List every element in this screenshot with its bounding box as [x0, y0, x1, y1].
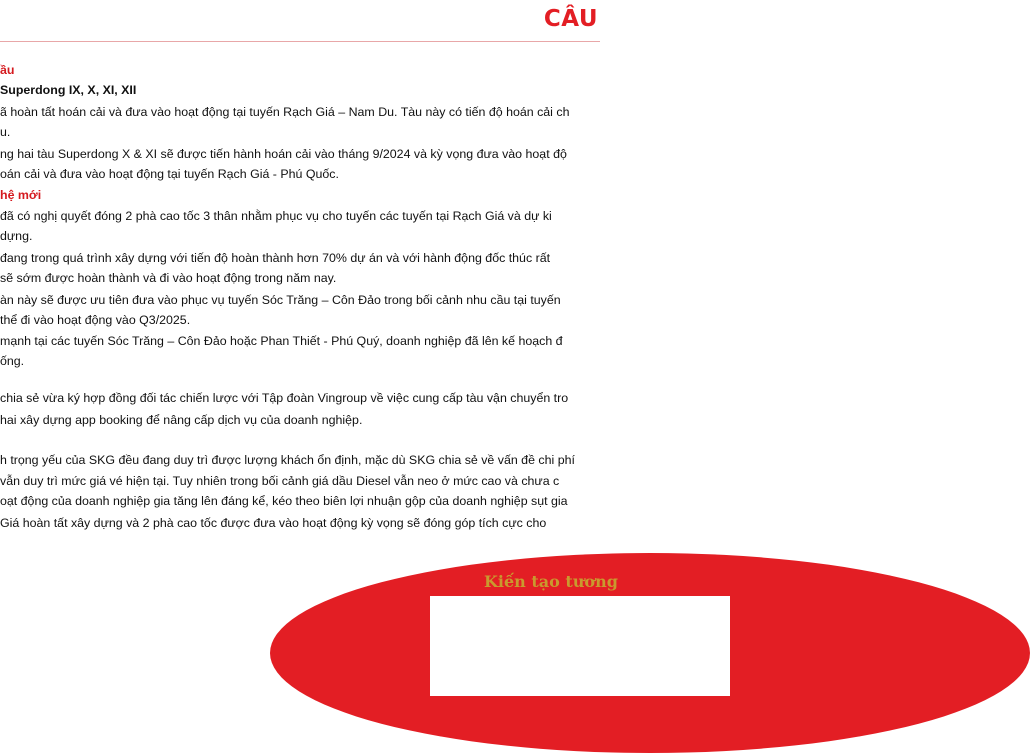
- footer: [0, 0, 618, 600]
- body-text-line: Giá hoàn tất xây dựng và 2 phà cao tốc được đưa vào hoạt động kỳ vọng sẽ đóng góp tích cực cho: [0, 516, 547, 530]
- body-text-line: ng hai tàu Superdong X & XI sẽ được tiến hành hoán cải vào tháng 9/2024 và kỳ vọng đưa vào hoạt độ: [0, 147, 567, 161]
- body-text-line: dựng.: [0, 229, 33, 243]
- slide: [0, 0, 618, 600]
- page-title: CÂU: [543, 6, 598, 32]
- body-text-line: ống.: [0, 354, 25, 368]
- section-heading: hệ mới: [0, 188, 42, 202]
- body-text-line: ã hoàn tất hoán cải và đưa vào hoạt động tại tuyến Rạch Giá – Nam Du. Tàu này có tiến độ hoán cải ch: [0, 105, 570, 119]
- body-text-line: sẽ sớm được hoàn thành và đi vào hoạt động trong năm nay.: [0, 271, 337, 285]
- section-heading: ầu: [0, 63, 15, 77]
- body-text-line: u.: [0, 125, 11, 139]
- sub-heading: Superdong IX, X, XI, XII: [0, 83, 137, 97]
- body-text-line: thể đi vào hoạt động vào Q3/2025.: [0, 313, 191, 327]
- body-text-line: chia sẻ vừa ký hợp đồng đối tác chiến lược với Tập đoàn Vingroup về việc cung cấp tàu vận chuyển tro: [0, 391, 569, 405]
- body-text-line: đang trong quá trình xây dựng với tiến độ hoàn thành hơn 70% dự án và với hành động đốc thúc rất: [0, 251, 551, 265]
- body-text-line: vẫn duy trì mức giá vé hiện tại. Tuy nhiên trong bối cảnh giá dầu Diesel vẫn neo ở mức cao và chưa c: [0, 474, 560, 488]
- body-text-line: hai xây dựng app booking để nâng cấp dịch vụ của doanh nghiệp.: [0, 413, 363, 427]
- footer-slogan: Kiến tạo tương: [484, 572, 618, 591]
- body-text-line: h trọng yếu của SKG đều đang duy trì được lượng khách ổn định, mặc dù SKG chia sẻ về vấn đề chi phí: [0, 453, 575, 467]
- footer-background: [430, 596, 730, 696]
- body-text-line: oạt động của doanh nghiệp gia tăng lên đáng kể, kéo theo biên lợi nhuận gộp của doanh nghiệp sụt gia: [0, 494, 568, 508]
- body-text-line: mạnh tại các tuyến Sóc Trăng – Côn Đảo hoặc Phan Thiết - Phú Quý, doanh nghiệp đã lên kế hoạch đ: [0, 334, 563, 348]
- body-text-line: àn này sẽ được ưu tiên đưa vào phục vụ tuyến Sóc Trăng – Côn Đảo trong bối cảnh nhu cầu tại tuyến: [0, 293, 561, 307]
- body-text-line: đã có nghị quyết đóng 2 phà cao tốc 3 thân nhằm phục vụ cho tuyến các tuyến tại Rạch Giá và dự ki: [0, 209, 552, 223]
- body-text-line: oán cải và đưa vào hoạt động tại tuyến Rạch Giá - Phú Quốc.: [0, 167, 339, 181]
